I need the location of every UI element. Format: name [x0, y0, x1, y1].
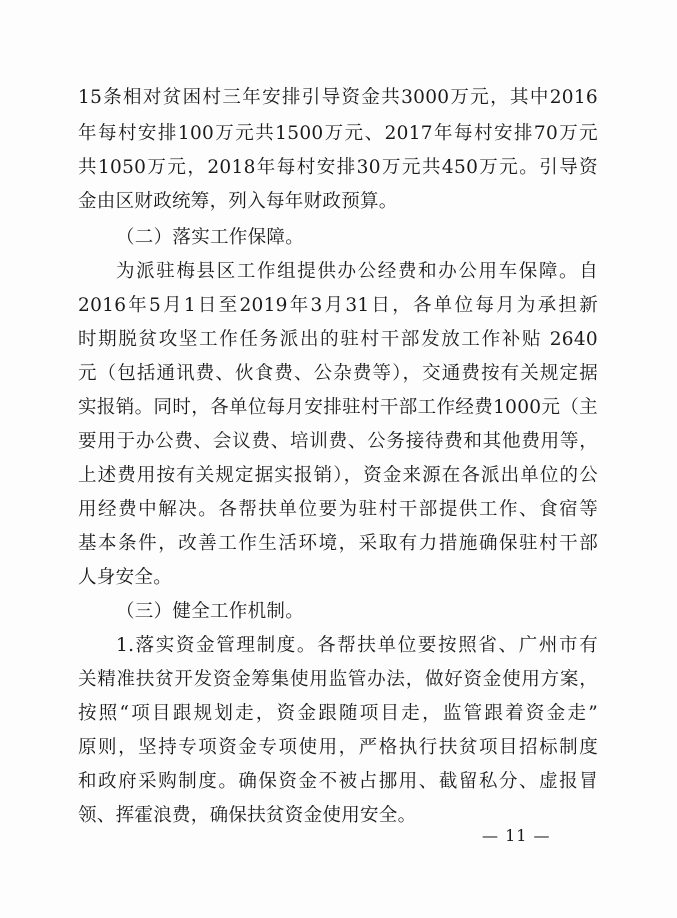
paragraph-line: 年每村安排100万元共1500万元、2017年每村安排70万元: [78, 123, 598, 144]
paragraph-line: 和政府采购制度。确保资金不被占挪用、截留私分、虚报冒: [78, 771, 598, 792]
paragraph-line: 领、挥霍浪费，确保扶贫资金使用安全。: [78, 805, 417, 826]
paragraph-line: 2016年5月1日至2019年3月31日，各单位每月为承担新: [78, 295, 598, 316]
paragraph-line: 实报销。同时，各单位每月安排驻村干部工作经费1000元（主: [78, 397, 598, 418]
paragraph-line: 15条相对贫困村三年安排引导资金共3000万元，其中2016: [78, 87, 598, 108]
paragraph-line: 人身安全。: [78, 567, 173, 588]
paragraph-line: 元（包括通讯费、伙食费、公杂费等），交通费按有关规定据: [78, 363, 598, 384]
paragraph-line: 原则，坚持专项资金专项使用，严格执行扶贫项目招标制度: [78, 737, 598, 758]
paragraph-line: 共1050万元，2018年每村安排30万元共450万元。引导资: [78, 157, 598, 178]
paragraph-line: 用经费中解决。各帮扶单位要为驻村干部提供工作、食宿等: [78, 499, 598, 520]
section-heading: （二）落实工作保障。: [116, 227, 305, 248]
paragraph-line: 上述费用按有关规定据实报销），资金来源在各派出单位的公: [78, 465, 598, 486]
paragraph-line: 要用于办公费、会议费、培训费、公务接待费和其他费用等，: [78, 431, 598, 452]
paragraph-line: 时期脱贫攻坚工作任务派出的驻村干部发放工作补贴 2640: [78, 329, 598, 350]
paragraph-line: 金由区财政统筹，列入每年财政预算。: [78, 191, 398, 212]
paragraph-line: 基本条件，改善工作生活环境，采取有力措施确保驻村干部: [78, 533, 598, 554]
paragraph-line: 为派驻梅县区工作组提供办公经费和办公用车保障。自: [116, 261, 598, 282]
paragraph-line: 关精准扶贫开发资金筹集使用监管办法，做好资金使用方案，: [78, 669, 598, 690]
paragraph-line: 1.落实资金管理制度。各帮扶单位要按照省、广州市有: [116, 635, 598, 656]
section-heading: （三）健全工作机制。: [116, 601, 305, 622]
paragraph-line: 按照“项目跟规划走，资金跟随项目走，监管跟着资金走”: [78, 703, 598, 724]
page-number: — 11 —: [482, 826, 551, 845]
